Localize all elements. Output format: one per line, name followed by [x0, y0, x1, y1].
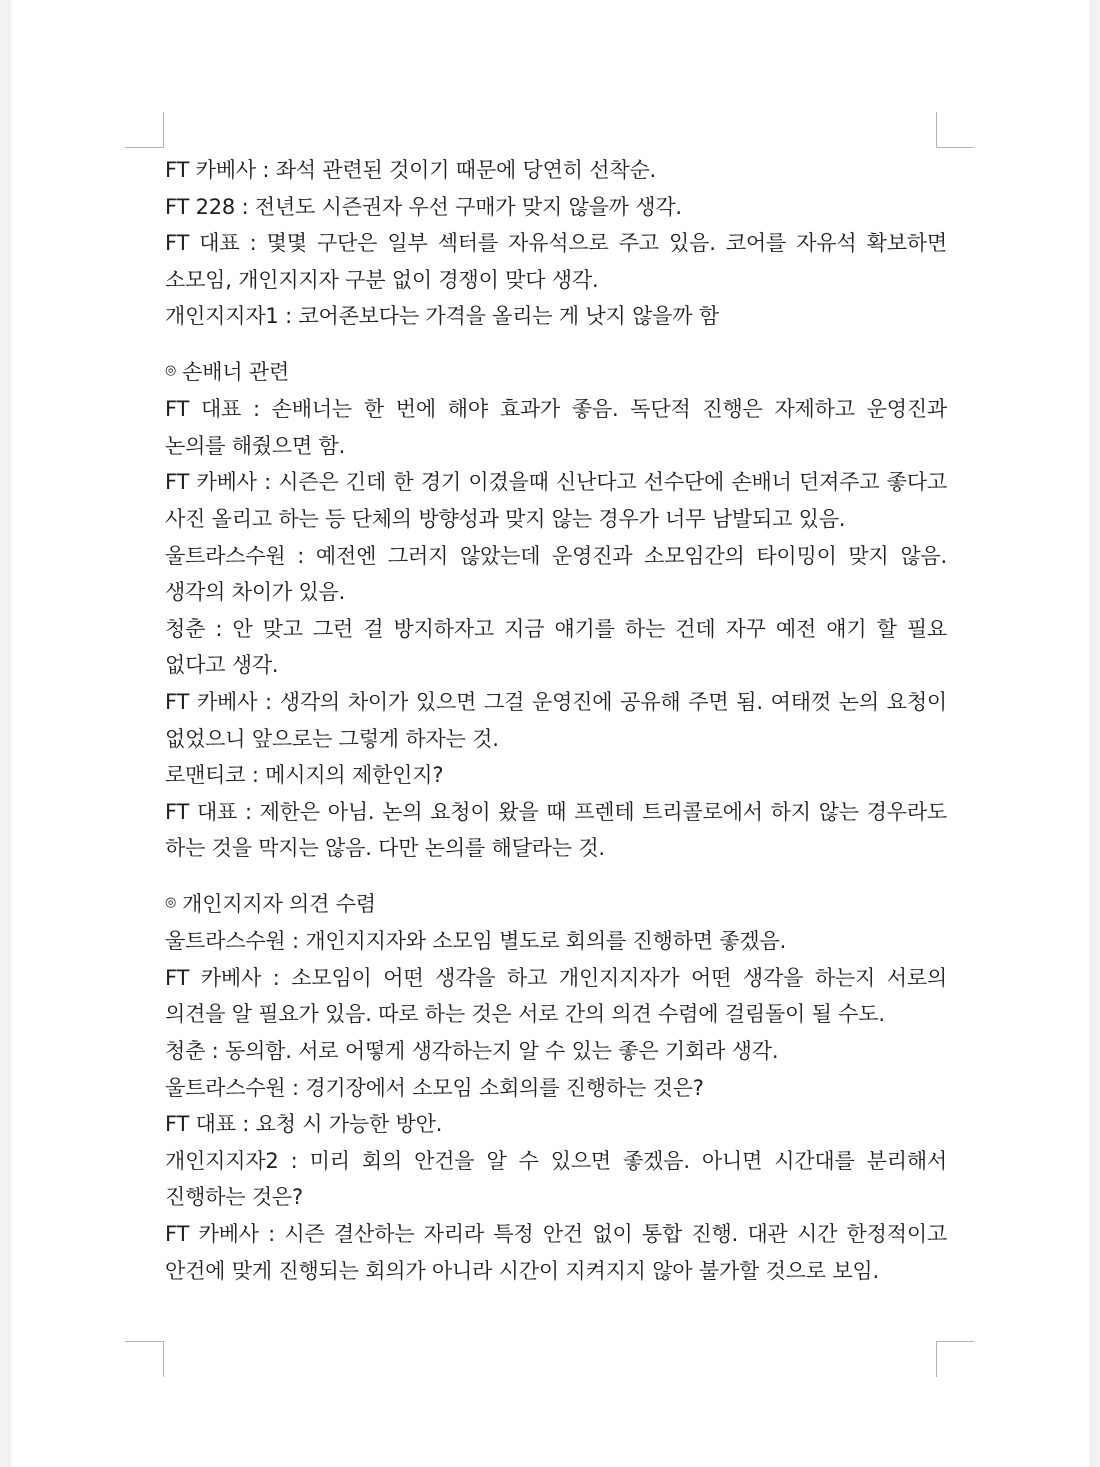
section-heading-text: 손배너 관련: [182, 359, 290, 384]
meeting-note-paragraph: FT 대표 : 요청 시 가능한 방안.: [165, 1112, 443, 1137]
section-heading: [165, 886, 947, 923]
meeting-note-paragraph: FT 카베사 : 시즌 결산하는 자리라 특정 안건 없이 통합 진행. 대관 시간 한정적이고 안건에 맞게 진행되는 회의가 아니라 시간이 지켜지지 않아 불가할 것으로 보임.: [165, 1222, 947, 1283]
bullet-mark: ◎: [165, 362, 177, 378]
meeting-note-paragraph: 개인지지자2 : 미리 회의 안건을 알 수 있으면 좋겠음. 아니면 시간대를 분리해서 진행하는 것은?: [165, 1148, 947, 1210]
meeting-note-paragraph: FT 대표 : 제한은 아님. 논의 요청이 왔을 때 프렌테 트리콜로에서 하지 않는 경우라도 하는 것을 막지는 않음. 다만 논의를 해달라는 것.: [165, 799, 947, 861]
meeting-note-paragraph: FT 카베사 : 좌석 관련된 것이기 때문에 당연히 선착순.: [165, 158, 657, 182]
section-heading-text: 개인지지자 의견 수렴: [182, 891, 376, 916]
meeting-note-paragraph: 개인지지자1 : 코어존보다는 가격을 올리는 게 낫지 않을까 함: [165, 304, 719, 329]
meeting-note-paragraph: 울트라스수원 : 경기장에서 소모임 소회의를 진행하는 것은?: [165, 1075, 704, 1100]
meeting-note-paragraph: 로맨티코 : 메시지의 제한인지?: [165, 763, 444, 788]
paragraph-spacer: [165, 867, 947, 886]
meeting-note-paragraph: FT 카베사 : 생각의 차이가 있으면 그걸 운영진에 공유해 주면 됨. 여태껏 논의 요청이 없었으니 앞으로는 그렇게 하자는 것.: [165, 690, 947, 751]
paragraph-spacer: [165, 335, 947, 354]
meeting-note-paragraph: FT 카베사 : 소모임이 어떤 생각을 하고 개인지지자가 어떤 생각을 하는지 서로의 의견을 알 필요가 있음. 따로 하는 것은 서로 간의 의견 수렴에 걸림돌이 될 수도.: [165, 965, 947, 1027]
document-body: [165, 152, 947, 1289]
meeting-note-paragraph: FT 카베사 : 시즌은 긴데 한 경기 이겼을때 신난다고 선수단에 손배너 던져주고 좋다고 사진 올리고 하는 등 단체의 방향성과 맞지 않는 경우가 너무 남발되고 있음.: [165, 470, 947, 532]
meeting-note-paragraph: FT 대표 : 손배너는 한 번에 해야 효과가 좋음. 독단적 진행은 자제하고 운영진과 논의를 해줬으면 함.: [165, 397, 947, 458]
meeting-note-paragraph: 울트라스수원 : 예전엔 그러지 않았는데 운영진과 소모임간의 타이밍이 맞지 않음. 생각의 차이가 있음.: [165, 543, 947, 605]
meeting-note-paragraph: 청춘 : 안 맞고 그런 걸 방지하자고 지금 얘기를 하는 건데 자꾸 예전 얘기 할 필요 없다고 생각.: [165, 616, 947, 678]
meeting-note-paragraph: FT 228 : 전년도 시즌권자 우선 구매가 맞지 않을까 생각.: [165, 194, 682, 219]
meeting-note-paragraph: 청춘 : 동의함. 서로 어떻게 생각하는지 알 수 있는 좋은 기회라 생각.: [165, 1039, 779, 1064]
bullet-mark: ◎: [165, 894, 177, 910]
section-heading: [165, 354, 947, 391]
meeting-note-paragraph: 울트라스수원 : 개인지지자와 소모임 별도로 회의를 진행하면 좋겠음.: [165, 929, 787, 954]
document-page: [11, 0, 1089, 1467]
meeting-note-paragraph: FT 대표 : 몇몇 구단은 일부 섹터를 자유석으로 주고 있음. 코어를 자유석 확보하면 소모임, 개인지지자 구분 없이 경쟁이 맞다 생각.: [165, 231, 947, 292]
